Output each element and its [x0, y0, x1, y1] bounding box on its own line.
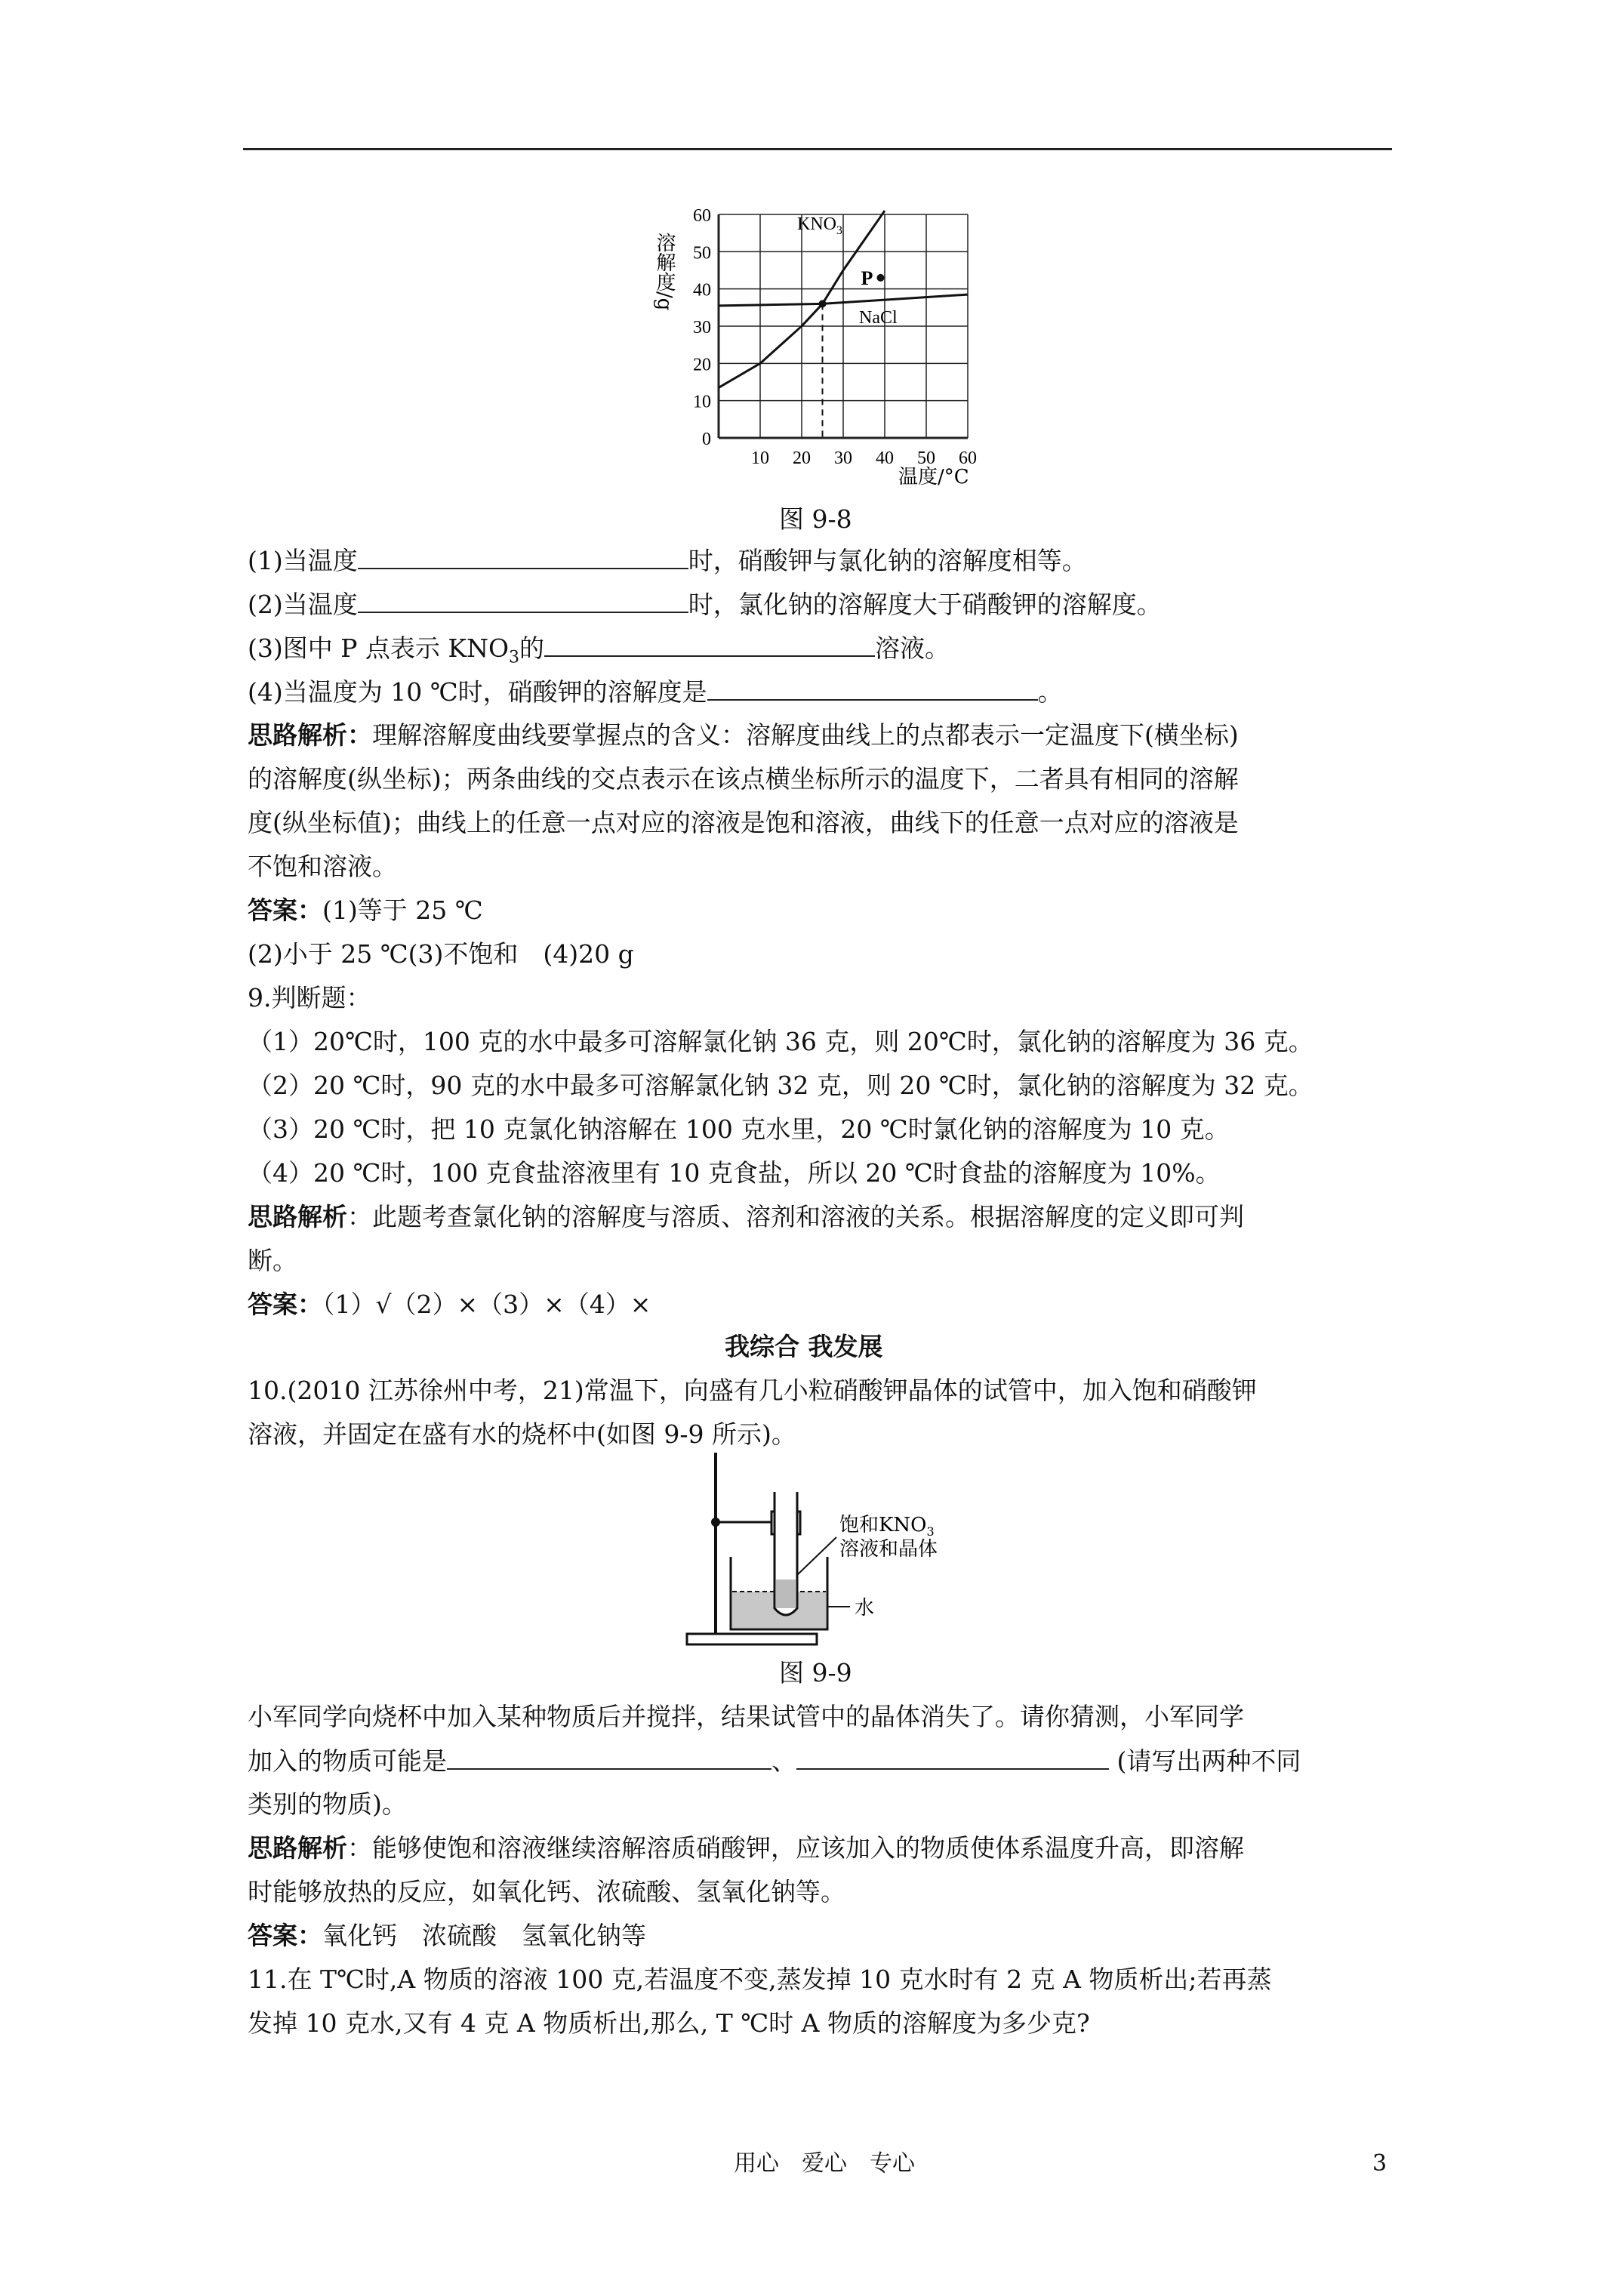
q10-line-5: 类别的物质)。: [248, 1789, 407, 1819]
answer-blank[interactable]: [707, 676, 1038, 701]
answer-blank[interactable]: [796, 1746, 1109, 1770]
y-tick-label: 40: [693, 280, 711, 300]
kno3-series-label: $KNO_3$: [797, 214, 842, 237]
q10-line-3: 小军同学向烧杯中加入某种物质后并搅拌，结果试管中的晶体消失了。请你猜测，小军同学: [248, 1702, 1244, 1731]
y-tick-label: 50: [693, 243, 711, 264]
point-p: [877, 274, 885, 282]
q11-line-2: 发掉 10 克水,又有 4 克 A 物质析出,那么, T ℃时 A 物质的溶解度为多少克?: [248, 2008, 1090, 2038]
clamp-joint: [711, 1518, 720, 1527]
y-tick-label: 60: [693, 206, 711, 226]
figure-9-8-caption: 图 9-8: [779, 504, 852, 534]
q8-analysis-line-2: 的溶解度(纵坐标)；两条曲线的交点表示在该点横坐标所示的温度下，二者具有相同的溶解: [248, 764, 1239, 794]
chart-ticks: [693, 206, 977, 468]
stand-base: [687, 1634, 817, 1644]
q11-line-1: 11.在 T℃时,A 物质的溶液 100 克,若温度不变,蒸发掉 10 克水时有 2 克 A 物质析出;若再蒸: [248, 1965, 1272, 1994]
q9-analysis-line-2: 断。: [248, 1246, 297, 1275]
q8-analysis-line-1: 思路解析：理解溶解度曲线要掌握点的含义：溶解度曲线上的点都表示一定温度下(横坐标): [248, 720, 1239, 750]
q9-item-1: （1）20℃时，100 克的水中最多可溶解氯化钠 36 克，则 20℃时，氯化钠的溶解度为 36 克。: [248, 1027, 1313, 1056]
y-axis-label: 溶解度/g: [653, 233, 676, 311]
q8-part-3: (3)图中 P 点表示 $KNO_3$的 溶液。: [248, 633, 950, 667]
x-tick-label: 10: [751, 448, 769, 468]
x-tick-label: 30: [834, 448, 852, 468]
q9-answer: 答案：（1）√（2）×（3）×（4）×: [248, 1290, 651, 1319]
intersection-point: [819, 300, 827, 307]
footer-motto: 用心 爱心 专心: [734, 2150, 915, 2177]
solubility-chart: [649, 202, 981, 495]
q9-analysis-line-1: 思路解析：此题考查氯化钠的溶解度与溶质、溶剂和溶液的关系。根据溶解度的定义即可判: [248, 1202, 1244, 1231]
answer-blank[interactable]: [358, 589, 688, 613]
x-tick-label: 40: [876, 448, 894, 468]
q10-line-4: 加入的物质可能是 、 (请写出两种不同: [248, 1746, 1301, 1776]
beaker-apparatus-figure: [679, 1447, 951, 1650]
y-tick-label: 10: [693, 392, 711, 412]
q10-answer: 答案：氧化钙 浓硫酸 氢氧化钠等: [248, 1921, 646, 1950]
x-tick-label: 50: [917, 448, 935, 468]
q9-title: 9.判断题：: [248, 983, 371, 1012]
q10-line-2: 溶液，并固定在盛有水的烧杯中(如图 9-9 所示)。: [248, 1419, 796, 1449]
saturated-kno3-label: 饱和$KNO_3$: [839, 1514, 935, 1539]
x-tick-label: 20: [793, 448, 811, 468]
q8-analysis-line-3: 度(纵坐标值)；曲线上的任意一点对应的溶液是饱和溶液，曲线下的任意一点对应的溶液是: [248, 808, 1239, 837]
point-p-label: P: [861, 267, 873, 289]
water-label: 水: [855, 1597, 875, 1620]
x-axis-label: 温度/°C: [898, 466, 969, 488]
q8-analysis-line-4: 不饱和溶液。: [248, 852, 397, 881]
header-rule: [243, 148, 1392, 150]
q8-answer-line-1: 答案：(1)等于 25 ℃: [248, 895, 483, 925]
q10-line-1: 10.(2010 江苏徐州中考，21)常温下，向盛有几小粒硝酸钾晶体的试管中，加入饱和硝酸钾: [248, 1376, 1257, 1405]
y-tick-label: 30: [693, 318, 711, 337]
page-number: 3: [1372, 2150, 1387, 2177]
q9-item-4: （4）20 ℃时，100 克食盐溶液里有 10 克食盐，所以 20 ℃时食盐的溶解度为 10%。: [248, 1158, 1221, 1188]
x-tick-label: 60: [959, 448, 977, 468]
answer-blank[interactable]: [544, 633, 875, 657]
solution-and-crystal-label: 溶液和晶体: [839, 1538, 938, 1561]
answer-blank[interactable]: [358, 545, 688, 569]
q8-part-2: (2)当温度 时，氯化钠的溶解度大于硝酸钾的溶解度。: [248, 590, 1162, 619]
q8-answer-line-2: (2)小于 25 ℃(3)不饱和 (4)20 g: [248, 939, 634, 969]
q8-part-1: (1)当温度 时，硝酸钾与氯化钠的溶解度相等。: [248, 546, 1087, 575]
y-tick-label: 0: [702, 430, 711, 449]
label-leader-1: [797, 1537, 836, 1575]
chart-grid: [719, 214, 968, 438]
q10-analysis-line-2: 时能够放热的反应，如氧化钙、浓硫酸、氢氧化钠等。: [248, 1877, 845, 1906]
q9-item-3: （3）20 ℃时，把 10 克氯化钠溶解在 100 克水里，20 ℃时氯化钠的溶解度为 10 克。: [248, 1114, 1230, 1144]
section-title: 我综合 我发展: [725, 1332, 883, 1361]
q10-analysis-line-1: 思路解析：能够使饱和溶液继续溶解溶质硝酸钾，应该加入的物质使体系温度升高，即溶解: [248, 1833, 1244, 1863]
figure-9-9-caption: 图 9-9: [779, 1658, 852, 1687]
q9-item-2: （2）20 ℃时，90 克的水中最多可溶解氯化钠 32 克，则 20 ℃时，氯化钠的溶解度为 32 克。: [248, 1071, 1313, 1100]
y-tick-label: 20: [693, 355, 711, 375]
answer-blank[interactable]: [447, 1746, 771, 1770]
nacl-series-label: NaCl: [859, 308, 898, 328]
q8-part-4: (4)当温度为 10 ℃时，硝酸钾的溶解度是 。: [248, 677, 1063, 707]
test-tube-solution: [776, 1579, 796, 1608]
